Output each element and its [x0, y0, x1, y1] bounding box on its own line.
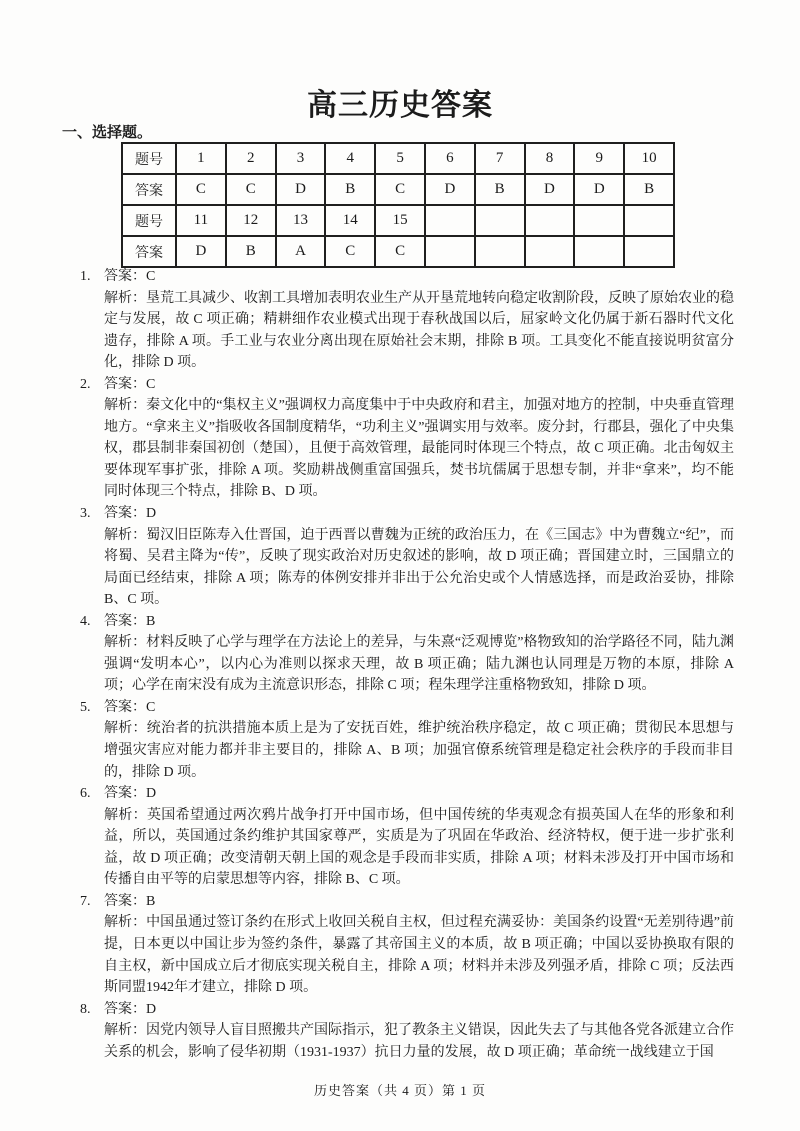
answer-cell [525, 236, 575, 267]
item-answer: 答案：B [104, 893, 156, 909]
explanations-list [80, 266, 734, 1063]
section-heading: 一、选择题。 [62, 124, 153, 141]
explanation-item [80, 374, 734, 503]
item-number: 5. [80, 699, 91, 715]
item-analysis: 解析：因党内领导人盲目照搬共产国际指示，犯了教条主义错误，因此失去了与其他各党各派建立合作关系的机会，影响了侵华初期（1931-1937）抗日力量的发展，故 D 项正确；革命统一战线建立于国 [104, 1023, 734, 1060]
answer-cell: C [226, 174, 276, 205]
answer-table-body [122, 143, 674, 267]
explanation-item [80, 611, 734, 697]
item-answer: 答案：C [104, 376, 156, 392]
answer-cell: D [425, 174, 475, 205]
answer-cell: B [325, 174, 375, 205]
answer-cell: 1 [176, 143, 226, 174]
item-body [104, 891, 734, 999]
row-label-cell: 题号 [122, 143, 176, 174]
answer-cell: B [226, 236, 276, 267]
answer-cell [624, 236, 674, 267]
item-body [104, 697, 734, 783]
row-label-cell: 题号 [122, 205, 176, 236]
explanation-item [80, 999, 734, 1064]
answer-cell: 9 [574, 143, 624, 174]
item-analysis: 解析：中国虽通过签订条约在形式上收回关税自主权，但过程充满妥协：美国条约设置“无差别待遇”前提，日本更以中国让步为签约条件，暴露了其帝国主义的本质，故 B 项正确；中国以妥协换取有限的自主权，新中国成立后才彻底实现关税自主，排除 A 项；材料并未涉及列强矛盾，排除 C 项；反法西斯同盟1942年才建立，排除 D 项。 [104, 915, 734, 996]
answer-cell [525, 205, 575, 236]
answer-cell: 11 [176, 205, 226, 236]
item-number: 8. [80, 1001, 91, 1017]
item-number: 6. [80, 786, 91, 802]
item-answer: 答案：D [104, 1001, 157, 1017]
answer-cell: D [176, 236, 226, 267]
answer-cell: D [525, 174, 575, 205]
explanation-item [80, 503, 734, 611]
answer-cell: B [624, 174, 674, 205]
answer-table-row [122, 205, 674, 236]
item-answer: 答案：C [104, 699, 156, 715]
item-number: 4. [80, 613, 91, 629]
answer-cell: 3 [276, 143, 326, 174]
answer-cell [425, 205, 475, 236]
row-label-cell: 答案 [122, 236, 176, 267]
answer-cell: C [375, 236, 425, 267]
item-body [104, 503, 734, 611]
item-analysis: 解析：蜀汉旧臣陈寿入仕晋国，迫于西晋以曹魏为正统的政治压力，在《三国志》中为曹魏立“纪”，而将蜀、吴君主降为“传”，反映了现实政治对历史叙述的影响，故 D 项正确；晋国建立时，三国鼎立的局面已经结束，排除 A 项；陈寿的体例安排并非出于公允治史或个人情感选择，而是政治妥协，排除 B、C 项。 [104, 527, 734, 608]
answer-cell [425, 236, 475, 267]
explanation-item [80, 783, 734, 891]
answer-cell: B [475, 174, 525, 205]
answer-cell: 2 [226, 143, 276, 174]
answer-cell [574, 236, 624, 267]
item-body [104, 999, 734, 1064]
answer-cell: C [176, 174, 226, 205]
answer-cell: 14 [325, 205, 375, 236]
answer-cell: 4 [325, 143, 375, 174]
item-number: 7. [80, 893, 91, 909]
page-footer: 历史答案（共 4 页）第 1 页 [313, 1083, 486, 1098]
answer-cell: C [375, 174, 425, 205]
answer-cell: A [276, 236, 326, 267]
answer-cell: 6 [425, 143, 475, 174]
answer-table-row [122, 236, 674, 267]
explanation-item [80, 891, 734, 999]
item-answer: 答案：C [104, 269, 156, 284]
row-label-cell: 答案 [122, 174, 176, 205]
item-analysis: 解析：材料反映了心学与理学在方法论上的差异，与朱熹“泛观博览”格物致知的治学路径不同，陆九渊强调“发明本心”，以内心为准则以探求天理，故 B 项正确；陆九渊也认同理是万物的本原，排除 A 项；心学在南宋没有成为主流意识形态，排除 C 项；程朱理学注重格物致知，排除 D 项。 [104, 635, 734, 694]
item-analysis: 解析：统治者的抗洪措施本质上是为了安抚百姓，维护统治秩序稳定，故 C 项正确；贯彻民本思想与增强灾害应对能力都并非主要目的，排除 A、B 项；加强官僚系统管理是稳定社会秩序的手段而非目的，排除 D 项。 [104, 721, 734, 780]
answer-cell: 10 [624, 143, 674, 174]
answer-cell: 12 [226, 205, 276, 236]
answer-cell: C [325, 236, 375, 267]
item-answer: 答案：D [104, 506, 157, 522]
explanation-item [80, 266, 734, 374]
item-answer: 答案：D [104, 786, 157, 802]
answer-cell: 7 [475, 143, 525, 174]
item-number: 3. [80, 506, 91, 522]
answer-cell: D [276, 174, 326, 205]
answer-cell [624, 205, 674, 236]
answer-cell [574, 205, 624, 236]
page-title: 高三历史答案 [307, 89, 493, 122]
answer-cell: D [574, 174, 624, 205]
item-body [104, 266, 734, 374]
item-body [104, 611, 734, 697]
answer-cell [475, 205, 525, 236]
item-body [104, 374, 734, 503]
item-analysis: 解析：垦荒工具减少、收割工具增加表明农业生产从开垦荒地转向稳定收割阶段，反映了原始农业的稳定与发展，故 C 项正确；精耕细作农业模式出现于春秋战国以后，屈家岭文化仍属于新石器时代文化遗存，排除 A 项。手工业与农业分离出现在原始社会末期，排除 B 项。工具变化不能直接说明贫富分化，排除 D 项。 [104, 290, 734, 371]
answer-table [121, 142, 675, 268]
answer-cell: 5 [375, 143, 425, 174]
explanation-item [80, 697, 734, 783]
item-analysis: 解析：秦文化中的“集权主义”强调权力高度集中于中央政府和君主，加强对地方的控制，中央垂直管理地方。“拿来主义”指吸收各国制度精华，“功利主义”强调实用与效率。废分封，行郡县，强化了中央集权，郡县制非秦国初创（楚国），且便于高效管理，最能同时体现三个特点，故 C 项正确。北击匈奴主要体现军事扩张，排除 A 项。奖励耕战侧重富国强兵，焚书坑儒属于思想专制，并非“拿来”，均不能同时体现三个特点，排除 B、D 项。 [104, 398, 734, 500]
item-body [104, 783, 734, 891]
item-number: 2. [80, 376, 91, 392]
answer-cell [475, 236, 525, 267]
item-number: 1. [80, 269, 91, 284]
item-analysis: 解析：英国希望通过两次鸦片战争打开中国市场，但中国传统的华夷观念有损英国人在华的形象和利益，所以，英国通过条约维护其国家尊严，实质是为了巩固在华政治、经济特权，便于进一步扩张利益，故 D 项正确；改变清朝天朝上国的观念是手段而非实质，排除 A 项；材料未涉及打开中国市场和传播自由平等的启蒙思想等内容，排除 B、C 项。 [104, 807, 734, 888]
answer-table-row [122, 174, 674, 205]
answer-cell: 8 [525, 143, 575, 174]
answer-cell: 13 [276, 205, 326, 236]
answer-table-row [122, 143, 674, 174]
answer-cell: 15 [375, 205, 425, 236]
item-answer: 答案：B [104, 613, 156, 629]
